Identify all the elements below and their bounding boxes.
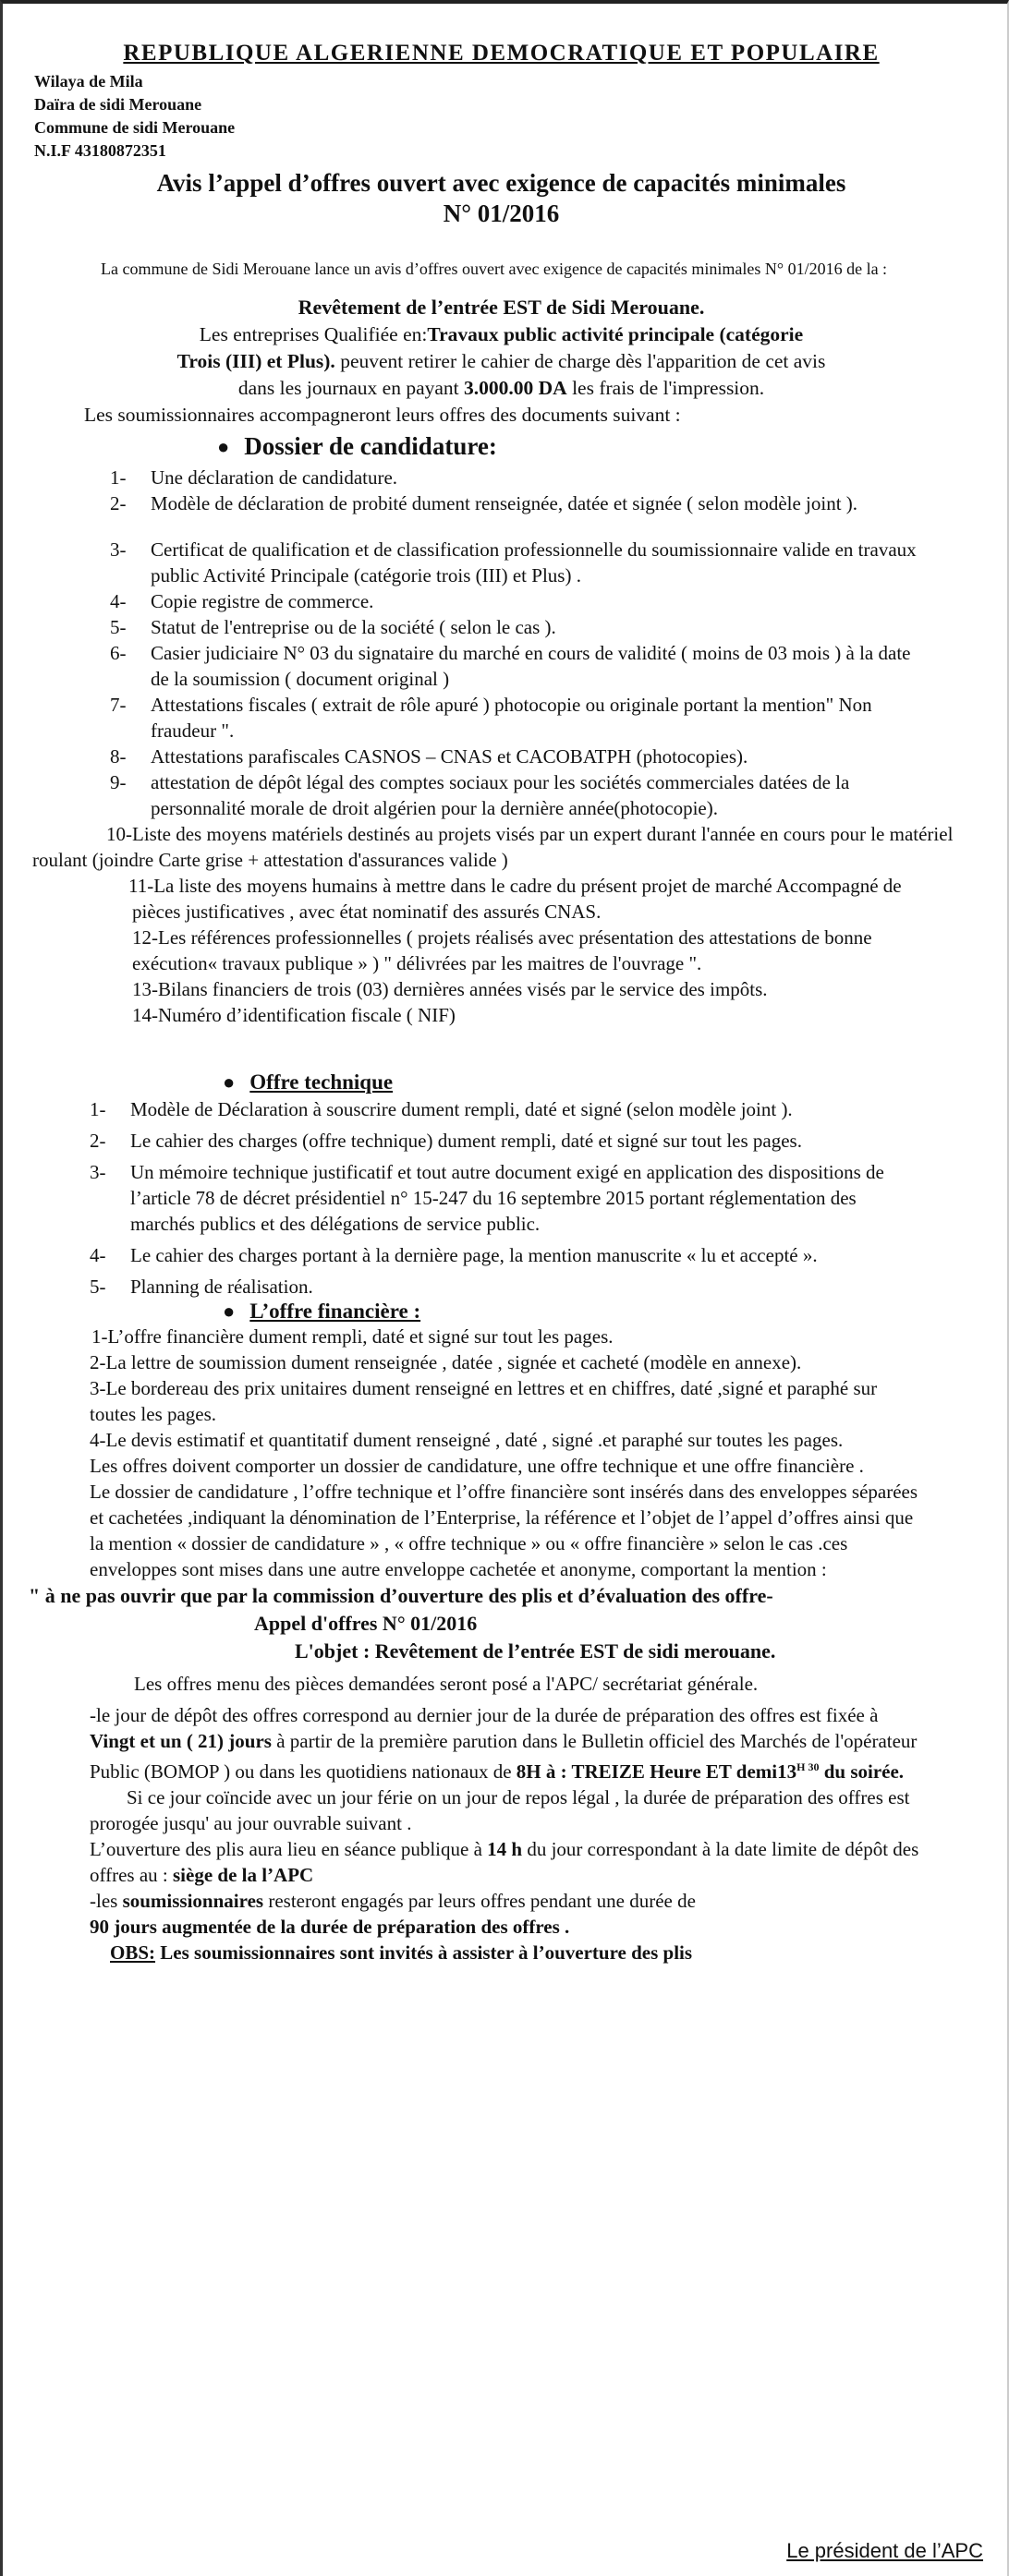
dossier-item-11: 11-La liste des moyens humains à mettre dans le cadre du présent projet de marché Accompagné de pièces justificatives , avec état nominatif des assurés CNAS.: [128, 875, 902, 923]
engagement-text: -les: [90, 1890, 123, 1912]
bullet-icon: ●: [223, 1300, 236, 1323]
obs-text: Les soumissionnaires sont invités à assister à l’ouverture des plis: [155, 1941, 693, 1964]
list-item: 4-Le devis estimatif et quantitatif dument renseigné , daté , signé .et paraphé sur toutes les pages.: [90, 1429, 844, 1451]
list-item: 4- Copie registre de commerce.: [110, 590, 374, 612]
technique-list: [90, 1096, 921, 1300]
dossier-item-12: 12-Les références professionnelles ( projets réalisés avec présentation des attestations de bonne exécution« travaux publique » ) " délivrées par les maitres de l'ouvrage ".: [132, 926, 872, 974]
nif-line: N.I.F 43180872351: [34, 141, 166, 160]
depot-text-3: du soirée.: [819, 1760, 905, 1783]
engagement-subject: soumissionnaires: [122, 1890, 264, 1912]
dossier-item-13: 13-Bilans financiers de trois (03) dernières années visés par le service des impôts.: [132, 978, 768, 1000]
republic-heading: REPUBLIQUE ALGERIENNE DEMOCRATIQUE ET POPULAIRE: [123, 41, 880, 66]
financiere-list: [90, 1324, 926, 1582]
envelopes-paragraph: Le dossier de candidature , l’offre technique et l’offre financière sont insérés dans des enveloppes séparées et cachetées ,indiquant la dénomination de l’Enterprise, la référence et l’objet de l’appel d’offres ainsi que la mention « dossier de candidature » , « offre technique » ou « offre financière » selon le cas .ces enveloppes sont mises dans une autre enveloppe cachetée et anonyme, comportant la mention :: [90, 1481, 918, 1580]
envelope-mention: " à ne pas ouvrir que par la commission d’ouverture des plis et d’évaluation des offre-: [29, 1584, 773, 1607]
depot-location: Les offres menu des pièces demandées seront posé a l'APC/ secrétariat générale.: [134, 1673, 759, 1695]
list-item: 2-La lettre de soumission dument renseignée , datée , signée et cacheté (modèle en annexe).: [90, 1351, 802, 1373]
objet-line: L'objet : Revêtement de l’entrée EST de sidi merouane.: [295, 1639, 776, 1663]
dossier-item-14: 14-Numéro d’identification fiscale ( NIF): [132, 1004, 456, 1026]
conditions-block: [90, 1671, 926, 1965]
list-item: 1- Une déclaration de candidature.: [110, 466, 398, 489]
engagement-text-2: resteront engagés par leurs offres pendant une durée de: [263, 1890, 696, 1912]
qualif-text-d: peuvent retirer le cahier de charge dès l'apparition de cet avis: [334, 350, 826, 372]
opening-paragraph: [90, 1836, 926, 1888]
offers-content-paragraph: Les offres doivent comporter un dossier de candidature, une offre technique et une offre financière .: [90, 1455, 864, 1477]
technique-section-heading: [223, 1070, 970, 1094]
commune-line: Commune de sidi Merouane: [34, 118, 236, 137]
engagement-duration: 90 jours augmentée de la durée de préparation des offres .: [90, 1916, 570, 1938]
dossier-item-10: 10-Liste des moyens matériels destinés au projets visés par un expert durant l'année en cours pour le matériel roulant (joindre Carte grise + attestation d'assurances valide ): [32, 823, 954, 871]
list-item: 2- Modèle de déclaration de probité dument renseignée, datée et signée ( selon modèle joint ).: [110, 492, 858, 514]
list-item: 4- Le cahier des charges portant à la dernière page, la mention manuscrite « lu et accepté ».: [90, 1244, 818, 1266]
holiday-paragraph: Si ce jour coïncide avec un jour férie on un jour de repos légal , la durée de préparation des offres est prorogée jusqu' au jour ouvrable suivant .: [90, 1786, 910, 1834]
depot-date-paragraph: [90, 1702, 926, 1784]
accompany-line: Les soumissionnaires accompagneront leurs offres des documents suivant :: [84, 404, 681, 426]
qualif-category: Travaux public activité principale (catégorie: [427, 323, 804, 345]
depot-hours: 8H à : TREIZE Heure ET demi13: [516, 1760, 797, 1783]
qualif-text-e: dans les journaux en payant: [237, 377, 465, 399]
qualif-text-g: les frais de l'impression.: [566, 377, 765, 399]
engagement-paragraph: [90, 1888, 926, 1914]
depot-duration: Vingt et un ( 21) jours: [90, 1730, 272, 1752]
opening-place: siège de la l’APC: [173, 1864, 314, 1886]
signature-president: Le président de l’APC: [786, 2539, 983, 2562]
dossier-section-heading: [217, 432, 970, 461]
obs-label: OBS:: [110, 1941, 156, 1964]
opening-hour: 14 h: [487, 1838, 523, 1860]
qualification-paragraph: [32, 321, 970, 402]
list-item: 7- Attestations fiscales ( extrait de rôle apuré ) photocopie ou originale portant la mention" Non fraudeur ".: [110, 694, 872, 742]
list-item: 8- Attestations parafiscales CASNOS – CNAS et CACOBATPH (photocopies).: [110, 745, 748, 768]
wilaya-line: Wilaya de Mila: [34, 72, 143, 91]
dossier-title: Dossier de candidature:: [244, 432, 497, 460]
financiere-section-heading: [223, 1300, 970, 1324]
list-item: 3- Certificat de qualification et de classification professionnelle du soumissionnaire valide en travaux public Activité Principale (catégorie trois (III) et Plus) .: [110, 538, 917, 587]
obs-line: [110, 1940, 926, 1965]
technique-title: Offre technique: [249, 1070, 394, 1094]
list-item: 5- Statut de l'entreprise ou de la société ( selon le cas ).: [110, 616, 556, 638]
notice-number: N° 01/2016: [443, 200, 560, 227]
notice-title: Avis l’appel d’offres ouvert avec exigence de capacités minimales: [156, 169, 846, 197]
depot-text: -le jour de dépôt des offres correspond au dernier jour de la durée de préparation des offres est fixée à: [90, 1704, 879, 1726]
bullet-icon: ●: [223, 1070, 236, 1094]
qualif-text-a: Les entreprises Qualifiée en:: [199, 323, 428, 345]
project-object-title: Revêtement de l’entrée EST de Sidi Merouane.: [298, 296, 705, 319]
list-item: 1- Modèle de Déclaration à souscrire dument rempli, daté et signé (selon modèle joint ).: [90, 1098, 793, 1120]
depot-hours-sup: H 30: [796, 1760, 820, 1773]
financiere-title: L’offre financière :: [249, 1300, 421, 1323]
appel-reference: Appel d'offres N° 01/2016: [254, 1612, 478, 1635]
daira-line: Daïra de sidi Merouane: [34, 95, 202, 114]
intro-paragraph: La commune de Sidi Merouane lance un avis d’offres ouvert avec exigence de capacités minimales N° 01/2016 de la :: [101, 260, 888, 278]
qualif-level: Trois (III) et Plus).: [176, 350, 335, 372]
list-item: 9- attestation de dépôt légal des comptes sociaux pour les sociétés commerciales datées de la personnalité morale de droit algérien pour la dernière année(photocopie).: [110, 771, 850, 819]
list-item: 2- Le cahier des charges (offre technique) dument rempli, daté et signé sur tout les pages.: [90, 1130, 802, 1152]
depot-text-2: à partir de la première parution dans le Bulletin officiel des Marchés de l'opérateur Public (BOMOP ) ou dans les quotidiens nationaux de: [90, 1730, 918, 1783]
list-item: 5- Planning de réalisation.: [90, 1276, 313, 1298]
list-item: 3- Un mémoire technique justificatif et tout autre document exigé en application des dispositions de l’article 78 de décret présidentiel n° 15-247 du 16 septembre 2015 portant réglementation des marchés publics et des délégations de service public.: [90, 1161, 884, 1235]
opening-text: L’ouverture des plis aura lieu en séance publique à: [90, 1838, 488, 1860]
list-item: 6- Casier judiciaire N° 03 du signataire du marché en cours de validité ( moins de 03 mois ) à la date de la soumission ( document original ): [110, 642, 911, 690]
dossier-list: [110, 465, 923, 821]
list-item: 1-L’offre financière dument rempli, daté et signé sur tout les pages.: [91, 1325, 614, 1348]
opening-text-2: du jour correspondant à la date limite de dépôt des offres au :: [90, 1838, 919, 1886]
bullet-icon: ●: [217, 434, 230, 458]
qualif-fee: 3.000.00 DA: [464, 377, 567, 399]
list-item: 3-Le bordereau des prix unitaires dument renseigné en lettres et en chiffres, daté ,signé et paraphé sur toutes les pages.: [90, 1377, 878, 1425]
